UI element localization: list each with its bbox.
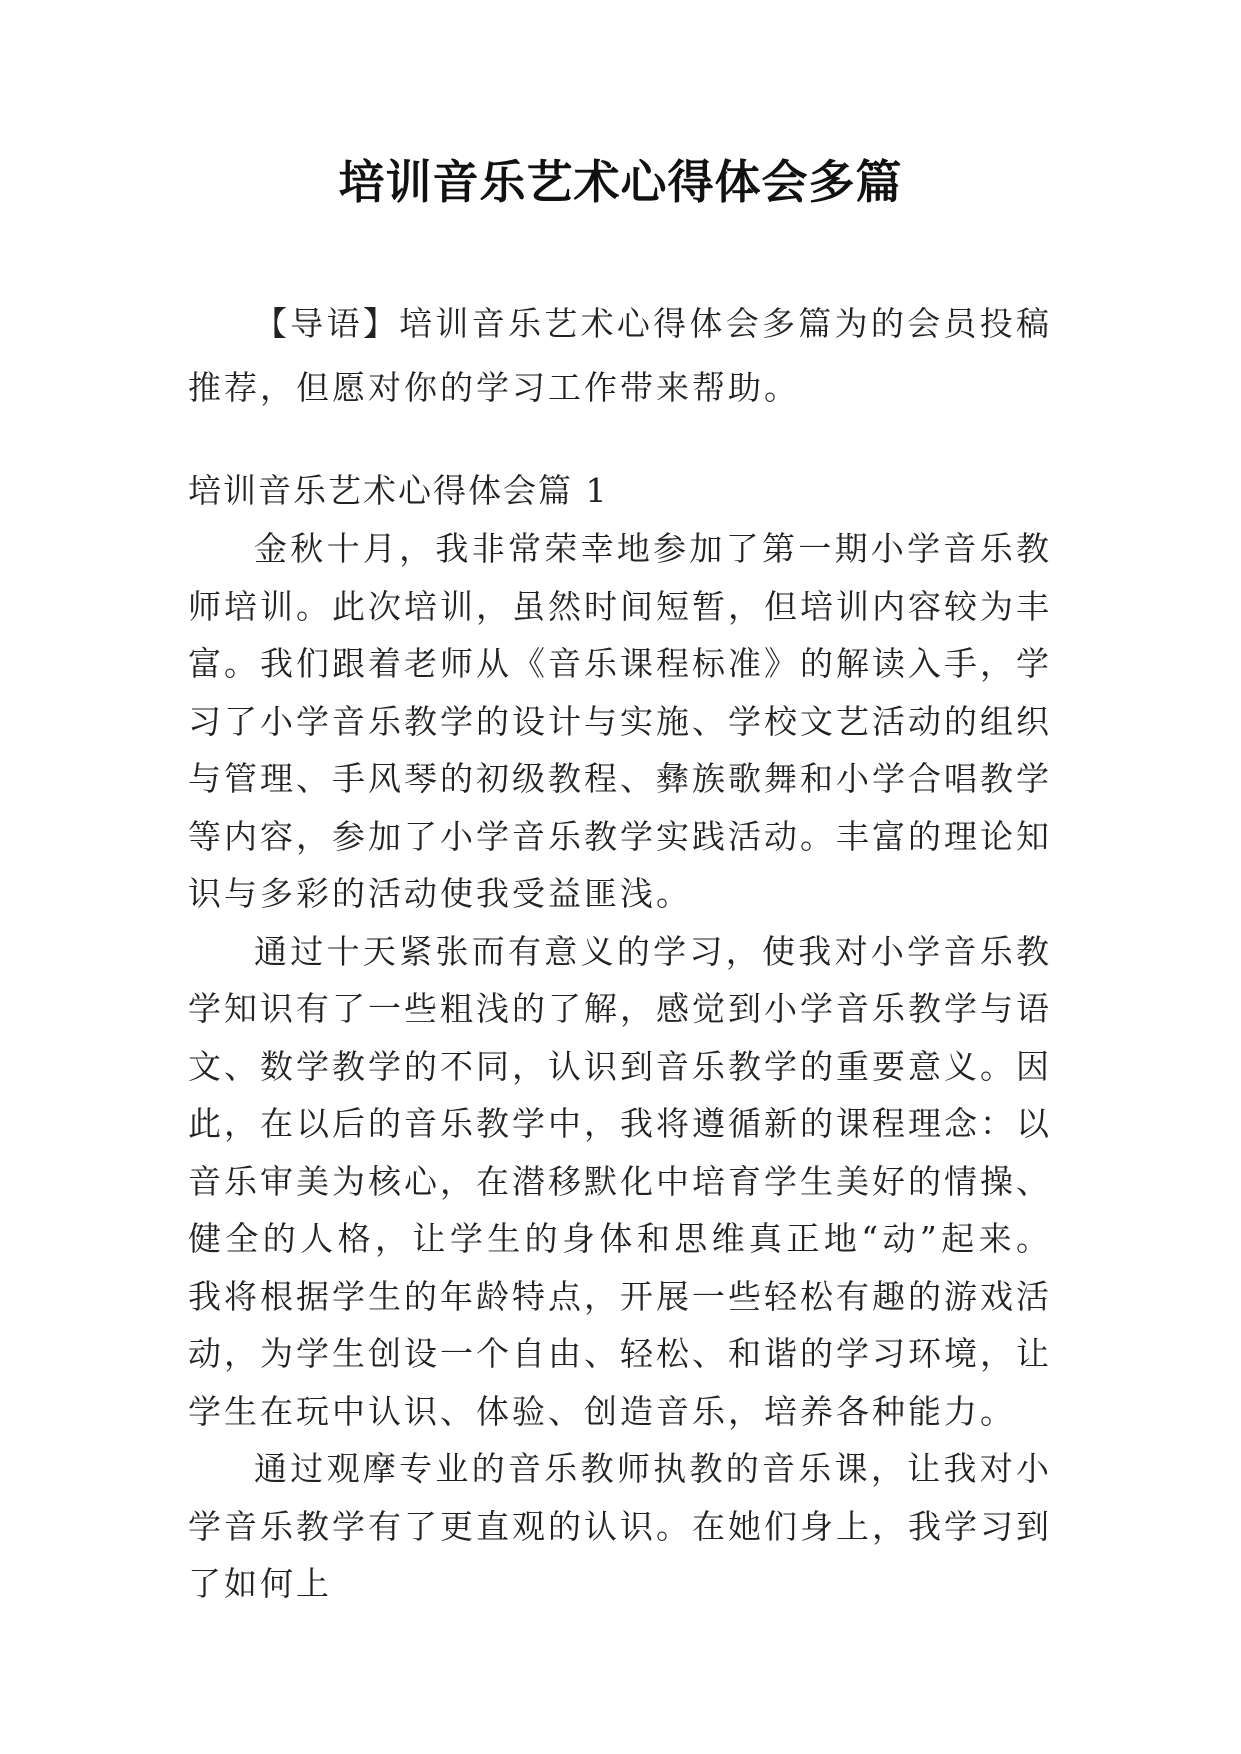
body-paragraph: 通过十天紧张而有意义的学习，使我对小学音乐教学知识有了一些粗浅的了解，感觉到小学音乐教学与语文、数学教学的不同，认识到音乐教学的重要意义。因此，在以后的音乐教学中，我将遵循新的课程理念：以音乐审美为核心，在潜移默化中培育学生美好的情操、健全的人格，让学生的身体和思维真正地“动”起来。我将根据学生的年龄特点，开展一些轻松有趣的游戏活动，为学生创设一个自由、轻松、和谐的学习环境，让学生在玩中认识、体验、创造音乐，培养各种能力。 <box>188 931 1052 1431</box>
document-title: 培训音乐艺术心得体会多篇 <box>338 155 903 209</box>
section-heading: 培训音乐艺术心得体会篇 1 <box>188 471 609 510</box>
body-paragraph: 金秋十月，我非常荣幸地参加了第一期小学音乐教师培训。此次培训，虽然时间短暂，但培训内容较为丰富。我们跟着老师从《音乐课程标准》的解读入手，学习了小学音乐教学的设计与实施、学校文艺活动的组织与管理、手风琴的初级教程、彝族歌舞和小学合唱教学等内容，参加了小学音乐教学实践活动。丰富的理论知识与多彩的活动使我受益匪浅。 <box>188 529 1052 913</box>
body-paragraph: 通过观摩专业的音乐教师执教的音乐课，让我对小学音乐教学有了更直观的认识。在她们身上，我学习到了如何上 <box>188 1449 1052 1603</box>
intro-paragraph <box>188 292 1052 420</box>
intro-text: 【导语】培训音乐艺术心得体会多篇为的会员投稿推荐，但愿对你的学习工作带来帮助。 <box>188 304 1052 407</box>
article-body <box>188 520 1052 1613</box>
